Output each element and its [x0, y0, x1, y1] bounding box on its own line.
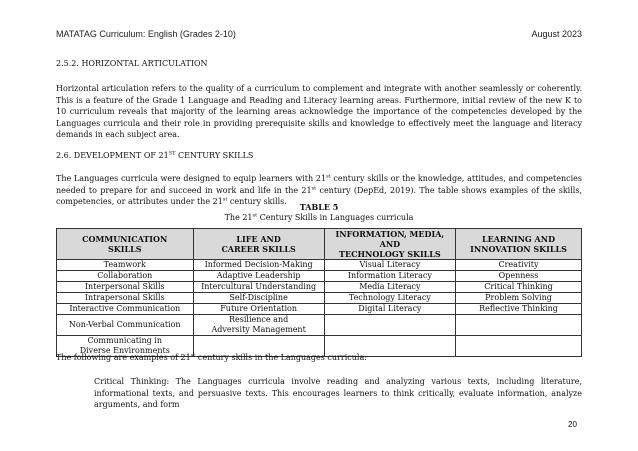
- table-cell: Non-Verbal Communication: [57, 315, 194, 336]
- skills-table: [56, 228, 582, 357]
- table-caption: The 21st Century Skills in Languages curricula: [224, 212, 414, 222]
- table-cell-empty: [456, 315, 582, 336]
- table-cell: Information Literacy: [324, 271, 455, 282]
- critical-thinking-paragraph: Critical Thinking: The Languages curricula involve reading and analyzing various texts, including literature, informational texts, and persuasive texts. This encourages learners to think critically, evaluate information, analyze arguments, and form: [94, 377, 582, 409]
- table-cell: Critical Thinking: [456, 282, 582, 293]
- table-cell: Resilience and Adversity Management: [193, 315, 324, 336]
- table-cell: Informed Decision-Making: [193, 260, 324, 271]
- table-cell: Problem Solving: [456, 293, 582, 304]
- table-cell: Collaboration: [57, 271, 194, 282]
- table-cell-empty: [324, 315, 455, 336]
- page-number: 20: [568, 420, 577, 429]
- table-row: [57, 304, 582, 315]
- table-cell: Adaptive Leadership: [193, 271, 324, 282]
- examples-intro: The following are examples of 21st century skills in the Languages curricula:: [56, 352, 367, 362]
- table-row: [57, 260, 582, 271]
- table-cell: Reflective Thinking: [456, 304, 582, 315]
- table-row: [57, 271, 582, 282]
- table-row: [57, 282, 582, 293]
- section-heading-21st-century-skills: 2.6. DEVELOPMENT OF 21ST CENTURY SKILLS: [56, 150, 254, 160]
- table-cell: Creativity: [456, 260, 582, 271]
- header-title: MATATAG Curriculum: English (Grades 2-10): [56, 29, 236, 39]
- section-heading-horizontal-articulation: 2.5.2. HORIZONTAL ARTICULATION: [56, 59, 208, 68]
- table-row: [57, 293, 582, 304]
- header-date: August 2023: [531, 29, 582, 39]
- 21st-century-skills-paragraph: The Languages curricula were designed to equip learners with 21st century skills or the knowledge, attitudes, and competencies needed to prepare for and succeed in work and life in the 21st century (DepEd, 2019). The table shows examples of the skills, competencies, or attributes under the 21st century skills.: [56, 173, 583, 206]
- table-header-row: [57, 229, 582, 260]
- column-header-information-media: INFORMATION, MEDIA, AND TECHNOLOGY SKILLS: [324, 229, 455, 260]
- table-cell: Interactive Communication: [57, 304, 194, 315]
- horizontal-articulation-paragraph: Horizontal articulation refers to the quality of a curriculum to complement and integrate with another seamlessly or coherently. This is a feature of the Grade 1 Language and Reading and Literacy learning areas. Furthermore, initial review of the new K to 10 curriculum reveals that majority of the learning areas acknowledge the importance of the competencies developed by the Languages curricula and their role in providing prerequisite skills and knowledge to effectively meet the language and literacy demands in each subject area.: [56, 84, 582, 139]
- table-cell: Openness: [456, 271, 582, 282]
- page-header: [56, 29, 582, 39]
- table-cell: Media Literacy: [324, 282, 455, 293]
- table-cell: Interpersonal Skills: [57, 282, 194, 293]
- table-row: [57, 315, 582, 336]
- table-cell: Intrapersonal Skills: [57, 293, 194, 304]
- table-cell: Digital Literacy: [324, 304, 455, 315]
- table-cell: Technology Literacy: [324, 293, 455, 304]
- table-cell: Teamwork: [57, 260, 194, 271]
- table-cell: Future Orientation: [193, 304, 324, 315]
- table-cell: Intercultural Understanding: [193, 282, 324, 293]
- column-header-communication: COMMUNICATION SKILLS: [57, 229, 194, 260]
- column-header-life-career: LIFE AND CAREER SKILLS: [193, 229, 324, 260]
- table-cell: Visual Literacy: [324, 260, 455, 271]
- table-label: TABLE 5: [299, 202, 339, 212]
- column-header-learning-innovation: LEARNING AND INNOVATION SKILLS: [456, 229, 582, 260]
- table-cell: Self-Discipline: [193, 293, 324, 304]
- table-cell: Communicating in Diverse Environments: [57, 336, 194, 357]
